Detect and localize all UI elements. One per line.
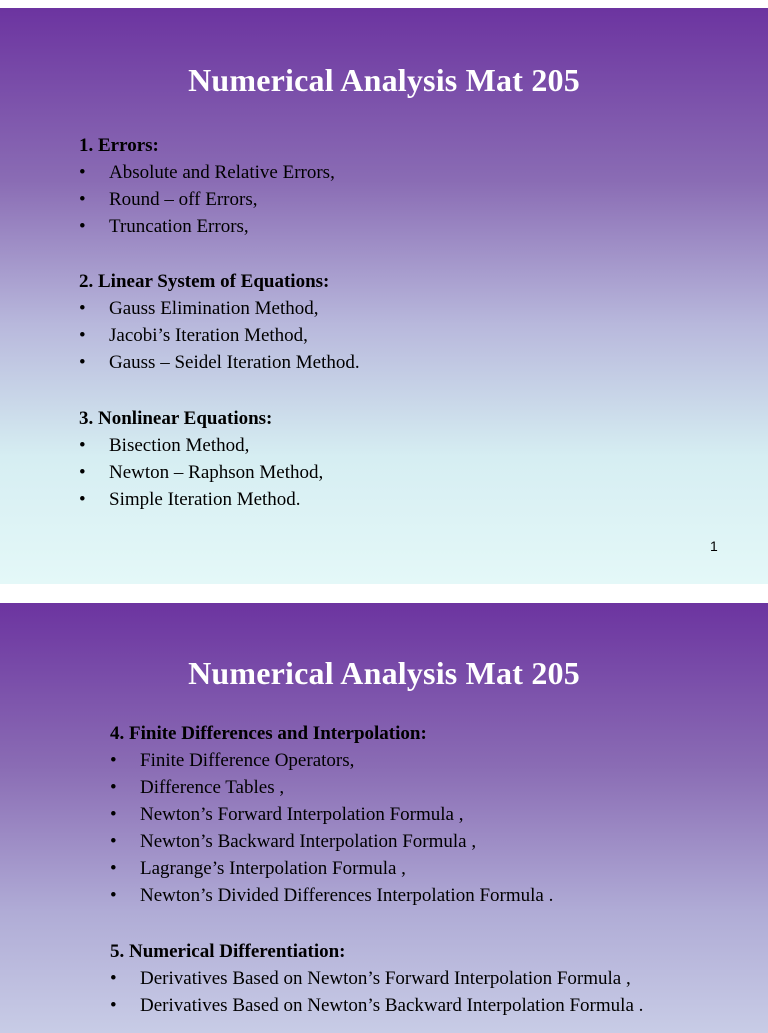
list-item: • Simple Iteration Method. bbox=[79, 486, 323, 513]
section-finite-differences bbox=[110, 720, 553, 909]
bullet-list bbox=[110, 747, 553, 909]
page-number: 1 bbox=[710, 538, 718, 554]
section-heading: 2. Linear System of Equations: bbox=[79, 271, 330, 292]
section-heading: 5. Numerical Differentiation: bbox=[110, 941, 346, 962]
section-heading: 3. Nonlinear Equations: bbox=[79, 408, 273, 429]
bullet-list bbox=[79, 159, 335, 240]
bullet-icon: • bbox=[79, 435, 86, 456]
bullet-icon: • bbox=[79, 216, 86, 237]
section-errors bbox=[79, 132, 335, 240]
list-item: • Bisection Method, bbox=[79, 432, 323, 459]
section-nonlinear-equations bbox=[79, 405, 323, 513]
bullet-icon: • bbox=[110, 831, 117, 852]
bullet-icon: • bbox=[79, 162, 86, 183]
list-item: • Jacobi’s Iteration Method, bbox=[79, 322, 360, 349]
bullet-list bbox=[110, 965, 643, 1019]
bullet-icon: • bbox=[79, 298, 86, 319]
bullet-icon: • bbox=[79, 462, 86, 483]
list-item: • Round – off Errors, bbox=[79, 186, 335, 213]
bullet-icon: • bbox=[110, 858, 117, 879]
list-item: • Newton – Raphson Method, bbox=[79, 459, 323, 486]
section-linear-systems bbox=[79, 268, 360, 376]
section-heading: 4. Finite Differences and Interpolation: bbox=[110, 723, 427, 744]
slide-2 bbox=[0, 603, 768, 1033]
section-heading: 1. Errors: bbox=[79, 135, 159, 156]
list-item: • Absolute and Relative Errors, bbox=[79, 159, 335, 186]
list-item: • Truncation Errors, bbox=[79, 213, 335, 240]
bullet-icon: • bbox=[110, 995, 117, 1016]
bullet-icon: • bbox=[110, 885, 117, 906]
slide-title: Numerical Analysis Mat 205 bbox=[188, 62, 580, 98]
list-item: • Derivatives Based on Newton’s Backward Interpolation Formula . bbox=[110, 992, 643, 1019]
bullet-icon: • bbox=[110, 968, 117, 989]
bullet-icon: • bbox=[110, 804, 117, 825]
section-numerical-differentiation bbox=[110, 938, 643, 1019]
list-item: • Finite Difference Operators, bbox=[110, 747, 553, 774]
list-item: • Difference Tables , bbox=[110, 774, 553, 801]
slide-title: Numerical Analysis Mat 205 bbox=[188, 655, 580, 691]
slide-1 bbox=[0, 8, 768, 584]
list-item: • Newton’s Divided Differences Interpolation Formula . bbox=[110, 882, 553, 909]
bullet-icon: • bbox=[79, 325, 86, 346]
bullet-icon: • bbox=[110, 777, 117, 798]
bullet-list bbox=[79, 295, 360, 376]
bullet-list bbox=[79, 432, 323, 513]
list-item: • Newton’s Backward Interpolation Formula , bbox=[110, 828, 553, 855]
list-item: • Gauss Elimination Method, bbox=[79, 295, 360, 322]
bullet-icon: • bbox=[110, 750, 117, 771]
bullet-icon: • bbox=[79, 189, 86, 210]
bullet-icon: • bbox=[79, 489, 86, 510]
list-item: • Derivatives Based on Newton’s Forward Interpolation Formula , bbox=[110, 965, 643, 992]
bullet-icon: • bbox=[79, 352, 86, 373]
list-item: • Gauss – Seidel Iteration Method. bbox=[79, 349, 360, 376]
list-item: • Newton’s Forward Interpolation Formula , bbox=[110, 801, 553, 828]
list-item: • Lagrange’s Interpolation Formula , bbox=[110, 855, 553, 882]
